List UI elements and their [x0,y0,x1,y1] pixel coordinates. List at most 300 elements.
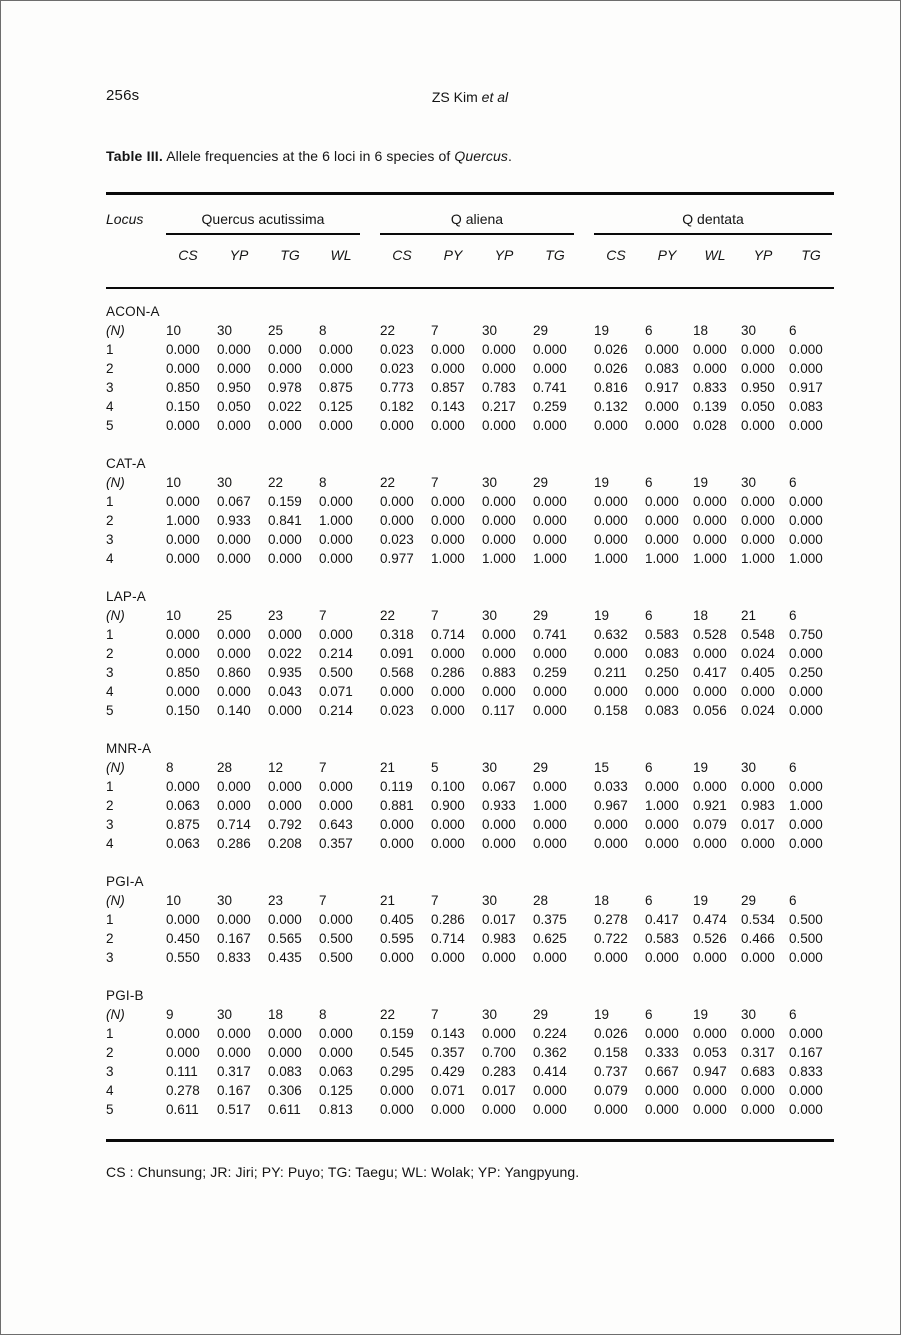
frequency-value: 0.000 [645,779,679,794]
frequency-value: 0.000 [741,1026,775,1041]
frequency-value: 0.737 [594,1064,628,1079]
frequency-value: 0.526 [693,931,727,946]
frequency-value: 0.000 [533,342,567,357]
frequency-value: 0.000 [594,646,628,661]
allele-frequency-row [106,834,834,853]
frequency-value: 0.000 [693,950,727,965]
sample-size-value: 23 [268,893,284,908]
frequency-value: 0.250 [789,665,823,680]
frequency-value: 0.000 [741,950,775,965]
frequency-value: 0.000 [789,342,823,357]
frequency-value: 0.000 [789,532,823,547]
frequency-value: 0.000 [217,627,251,642]
frequency-value: 0.000 [217,646,251,661]
frequency-value: 0.024 [741,646,775,661]
frequency-value: 0.000 [217,798,251,813]
sample-size-value: 30 [482,608,498,623]
frequency-value: 0.000 [789,836,823,851]
allele-number: 4 [106,1083,114,1098]
sample-size-value: 30 [741,475,757,490]
allele-number: 4 [106,684,114,699]
frequency-value: 0.158 [594,703,628,718]
allele-number: 1 [106,1026,114,1041]
frequency-value: 0.150 [166,703,200,718]
frequency-value: 0.125 [319,1083,353,1098]
frequency-value: 0.139 [693,399,727,414]
frequency-value: 0.143 [431,1026,465,1041]
locus-name: PGI-B [106,988,144,1003]
frequency-value: 0.000 [533,950,567,965]
allele-number: 3 [106,532,114,547]
frequency-value: 0.977 [380,551,414,566]
frequency-value: 0.357 [319,836,353,851]
sample-size-value: 7 [431,323,439,338]
frequency-value: 0.056 [693,703,727,718]
sample-size-value: 18 [594,893,610,908]
frequency-value: 0.333 [645,1045,679,1060]
frequency-value: 0.947 [693,1064,727,1079]
frequency-value: 0.000 [645,1083,679,1098]
frequency-value: 0.000 [741,779,775,794]
frequency-value: 0.000 [482,627,516,642]
frequency-value: 0.000 [533,418,567,433]
frequency-value: 0.158 [594,1045,628,1060]
running-head-authors: ZS Kim [431,89,482,105]
frequency-value: 0.714 [431,627,465,642]
group-name-q-aliena: Q aliena [380,211,574,235]
frequency-value: 0.000 [741,836,775,851]
frequency-value: 0.000 [431,494,465,509]
frequency-value: 0.000 [431,361,465,376]
frequency-value: 0.000 [645,684,679,699]
sample-size-value: 30 [741,760,757,775]
allele-frequency-row [106,777,834,796]
frequency-value: 0.741 [533,627,567,642]
allele-frequency-row [106,663,834,682]
sample-size-label: (N) [106,893,125,908]
frequency-value: 0.150 [166,399,200,414]
frequency-value: 0.000 [380,817,414,832]
allele-number: 4 [106,551,114,566]
frequency-value: 0.000 [431,703,465,718]
sample-size-value: 7 [319,760,327,775]
frequency-value: 0.117 [482,703,515,718]
frequency-value: 0.375 [533,912,567,927]
frequency-value: 0.125 [319,399,353,414]
frequency-value: 0.750 [789,627,823,642]
frequency-value: 0.000 [594,532,628,547]
frequency-value: 0.000 [431,342,465,357]
sample-size-value: 30 [217,893,233,908]
frequency-value: 0.000 [319,551,353,566]
frequency-value: 0.000 [645,1102,679,1117]
frequency-value: 0.917 [645,380,679,395]
allele-number: 1 [106,627,114,642]
frequency-value: 0.286 [431,665,465,680]
frequency-value: 0.000 [217,1045,251,1060]
frequency-value: 0.083 [645,646,679,661]
frequency-value: 0.278 [594,912,628,927]
frequency-value: 0.000 [380,1083,414,1098]
frequency-value: 0.000 [217,551,251,566]
sample-size-value: 28 [217,760,233,775]
frequency-value: 0.100 [431,779,465,794]
frequency-value: 0.550 [166,950,200,965]
population-column-header-tg: TG [545,247,565,263]
locus-section-cat-a [106,454,834,568]
frequency-value: 0.000 [693,646,727,661]
frequency-value: 0.000 [741,532,775,547]
allele-number: 3 [106,1064,114,1079]
frequency-value: 0.000 [431,513,465,528]
frequency-value: 0.773 [380,380,414,395]
allele-number: 3 [106,950,114,965]
frequency-value: 0.000 [482,494,516,509]
allele-frequency-row [106,530,834,549]
allele-number: 2 [106,646,114,661]
frequency-value: 0.000 [166,1045,200,1060]
allele-number: 1 [106,912,114,927]
table-caption-label: Table III. [106,148,163,164]
frequency-value: 0.132 [594,399,628,414]
frequency-value: 0.000 [482,836,516,851]
frequency-value: 0.000 [594,950,628,965]
frequency-value: 0.435 [268,950,302,965]
locus-section-mnr-a [106,739,834,853]
frequency-value: 0.000 [789,646,823,661]
frequency-value: 0.295 [380,1064,414,1079]
locus-name: MNR-A [106,741,152,756]
frequency-value: 0.000 [268,798,302,813]
frequency-value: 0.700 [482,1045,516,1060]
sample-size-value: 29 [741,893,757,908]
frequency-value: 0.000 [319,798,353,813]
frequency-value: 0.214 [319,646,353,661]
frequency-value: 0.000 [380,513,414,528]
frequency-value: 0.111 [166,1064,198,1079]
sample-size-value: 6 [789,893,797,908]
population-column-header-cs: CS [178,247,198,263]
frequency-value: 0.023 [380,342,414,357]
sample-size-value: 10 [166,608,182,623]
frequency-value: 0.417 [693,665,727,680]
group-quercus-acutissima [166,211,380,235]
frequency-value: 0.000 [217,361,251,376]
population-column-header-yp: YP [753,247,773,263]
frequency-value: 0.000 [741,418,775,433]
sample-size-label: (N) [106,608,125,623]
frequency-value: 0.000 [319,418,353,433]
population-column-header-tg: TG [280,247,300,263]
sample-size-row [106,321,834,340]
sample-size-value: 19 [594,1007,610,1022]
frequency-value: 0.000 [431,646,465,661]
sample-size-value: 6 [789,1007,797,1022]
frequency-value: 0.023 [380,532,414,547]
frequency-value: 0.000 [166,779,200,794]
frequency-value: 0.000 [217,779,251,794]
frequency-value: 0.813 [319,1102,353,1117]
allele-frequency-row [106,929,834,948]
frequency-value: 0.000 [533,817,567,832]
locus-section-pgi-a [106,872,834,967]
frequency-value: 0.632 [594,627,628,642]
frequency-value: 0.000 [693,836,727,851]
sample-size-value: 9 [166,1007,174,1022]
sample-size-value: 22 [380,1007,396,1022]
frequency-value: 0.000 [645,342,679,357]
frequency-value: 0.000 [166,494,200,509]
sample-size-value: 6 [645,760,653,775]
frequency-value: 0.000 [693,1083,727,1098]
allele-number: 5 [106,703,114,718]
sample-size-value: 30 [482,323,498,338]
frequency-value: 0.000 [741,1083,775,1098]
frequency-value: 0.000 [482,950,516,965]
frequency-value: 0.063 [319,1064,353,1079]
frequency-value: 0.208 [268,836,302,851]
allele-number: 2 [106,931,114,946]
frequency-value: 0.000 [217,418,251,433]
locus-name: ACON-A [106,304,160,319]
frequency-value: 0.000 [166,646,200,661]
frequency-value: 0.000 [533,703,567,718]
sample-size-value: 7 [431,475,439,490]
frequency-value: 0.000 [319,532,353,547]
frequency-value: 0.000 [693,532,727,547]
group-q-aliena [380,211,594,235]
frequency-value: 0.565 [268,931,302,946]
frequency-value: 1.000 [741,551,775,566]
population-column-header-yp: YP [494,247,514,263]
frequency-value: 0.000 [268,1026,302,1041]
frequency-value: 0.000 [789,418,823,433]
frequency-value: 0.017 [741,817,775,832]
frequency-value: 0.024 [741,703,775,718]
sample-size-value: 8 [166,760,174,775]
frequency-value: 0.250 [645,665,679,680]
frequency-value: 0.500 [789,931,823,946]
frequency-value: 0.000 [268,1045,302,1060]
frequency-value: 0.050 [217,399,251,414]
page-header [106,87,834,105]
frequency-value: 0.000 [166,912,200,927]
frequency-value: 0.545 [380,1045,414,1060]
frequency-value: 0.043 [268,684,302,699]
frequency-value: 0.534 [741,912,775,927]
allele-number: 2 [106,798,114,813]
frequency-value: 0.000 [594,684,628,699]
frequency-value: 0.417 [645,912,679,927]
frequency-value: 0.000 [741,513,775,528]
frequency-value: 0.317 [217,1064,251,1079]
frequency-value: 1.000 [482,551,516,566]
frequency-value: 0.000 [693,513,727,528]
table-body [106,287,834,1142]
sample-size-value: 19 [594,323,610,338]
locus-column-header: Locus [106,211,144,227]
sample-size-value: 30 [741,1007,757,1022]
frequency-value: 0.625 [533,931,567,946]
sample-size-value: 29 [533,1007,549,1022]
allele-frequency-row [106,397,834,416]
sample-size-value: 19 [693,1007,709,1022]
allele-number: 3 [106,380,114,395]
frequency-value: 0.000 [319,912,353,927]
allele-frequency-row [106,1100,834,1119]
frequency-value: 0.023 [380,703,414,718]
frequency-value: 0.357 [431,1045,465,1060]
sample-size-label: (N) [106,1007,125,1022]
population-column-header-cs: CS [392,247,412,263]
frequency-value: 0.714 [431,931,465,946]
frequency-value: 0.000 [482,418,516,433]
frequency-value: 0.000 [380,836,414,851]
frequency-value: 0.214 [319,703,353,718]
frequency-value: 0.259 [533,399,567,414]
sample-size-value: 30 [482,1007,498,1022]
frequency-value: 1.000 [789,798,823,813]
sample-size-value: 7 [431,1007,439,1022]
frequency-value: 0.568 [380,665,414,680]
frequency-value: 0.000 [166,532,200,547]
frequency-value: 0.000 [594,494,628,509]
allele-number: 5 [106,1102,114,1117]
sample-size-row [106,473,834,492]
frequency-value: 0.182 [380,399,414,414]
frequency-value: 0.000 [431,418,465,433]
frequency-value: 0.967 [594,798,628,813]
running-head-etal: et al [481,89,509,105]
frequency-value: 0.000 [319,1045,353,1060]
frequency-value: 0.921 [693,798,727,813]
frequency-value: 0.900 [431,798,465,813]
frequency-value: 1.000 [789,551,823,566]
frequency-value: 0.722 [594,931,628,946]
frequency-value: 0.000 [594,513,628,528]
frequency-value: 0.000 [693,494,727,509]
frequency-value: 0.583 [645,627,679,642]
frequency-value: 0.000 [693,1102,727,1117]
sample-size-value: 30 [482,760,498,775]
sample-size-value: 25 [268,323,284,338]
frequency-value: 0.000 [533,684,567,699]
frequency-value: 0.000 [380,494,414,509]
sample-size-value: 7 [319,608,327,623]
frequency-value: 0.000 [431,684,465,699]
frequency-value: 0.000 [319,627,353,642]
frequency-value: 0.259 [533,665,567,680]
sample-size-value: 6 [789,760,797,775]
allele-frequency-row [106,910,834,929]
frequency-value: 1.000 [319,513,353,528]
sample-size-value: 7 [431,608,439,623]
frequency-value: 0.083 [789,399,823,414]
frequency-value: 0.000 [645,494,679,509]
frequency-value: 0.167 [217,931,251,946]
frequency-value: 0.000 [380,950,414,965]
group-name-q-dentata: Q dentata [594,211,832,235]
frequency-value: 0.405 [741,665,775,680]
table-caption-species: Quercus [454,148,509,164]
frequency-value: 0.000 [268,912,302,927]
frequency-value: 0.978 [268,380,302,395]
frequency-value: 0.857 [431,380,465,395]
frequency-value: 0.000 [217,1026,251,1041]
frequency-value: 0.833 [789,1064,823,1079]
sample-size-value: 7 [431,893,439,908]
sample-size-value: 22 [380,323,396,338]
sample-size-value: 29 [533,475,549,490]
allele-frequency-row [106,701,834,720]
sample-size-value: 30 [741,323,757,338]
frequency-value: 0.500 [319,950,353,965]
frequency-value: 0.000 [741,342,775,357]
sample-size-row [106,606,834,625]
frequency-value: 0.000 [533,513,567,528]
sample-size-value: 29 [533,323,549,338]
sample-size-value: 22 [380,608,396,623]
allele-number: 3 [106,665,114,680]
frequency-value: 0.000 [217,912,251,927]
sample-size-value: 22 [380,475,396,490]
frequency-value: 0.860 [217,665,251,680]
frequency-value: 0.000 [533,1083,567,1098]
sample-size-value: 10 [166,475,182,490]
frequency-value: 1.000 [594,551,628,566]
frequency-value: 0.167 [789,1045,823,1060]
frequency-value: 0.917 [789,380,823,395]
sample-size-value: 6 [645,608,653,623]
frequency-value: 0.000 [645,399,679,414]
frequency-value: 0.000 [482,684,516,699]
frequency-value: 0.286 [431,912,465,927]
frequency-value: 0.278 [166,1083,200,1098]
frequency-value: 0.000 [693,342,727,357]
frequency-value: 0.000 [380,684,414,699]
frequency-value: 0.000 [789,494,823,509]
running-head [106,89,834,105]
sample-size-value: 30 [482,475,498,490]
allele-frequency-row [106,682,834,701]
frequency-value: 0.833 [693,380,727,395]
frequency-value: 0.783 [482,380,516,395]
sample-size-value: 8 [319,323,327,338]
locus-column-spacer [106,247,166,263]
sample-size-value: 19 [594,475,610,490]
frequency-value: 0.683 [741,1064,775,1079]
frequency-value: 0.875 [166,817,200,832]
frequency-value: 0.000 [645,817,679,832]
sample-size-value: 7 [319,893,327,908]
sample-size-value: 29 [533,760,549,775]
frequency-value: 0.881 [380,798,414,813]
frequency-value: 0.306 [268,1083,302,1098]
locus-name: PGI-A [106,874,144,889]
frequency-value: 1.000 [431,551,465,566]
frequency-value: 0.033 [594,779,628,794]
group-q-dentata [594,211,834,235]
frequency-value: 0.000 [482,646,516,661]
species-group-row [106,195,834,235]
sample-size-value: 18 [268,1007,284,1022]
frequency-value: 0.079 [693,817,727,832]
frequency-value: 0.000 [594,418,628,433]
frequency-value: 0.000 [380,418,414,433]
frequency-value: 0.286 [217,836,251,851]
frequency-value: 0.000 [166,418,200,433]
sample-size-value: 30 [217,475,233,490]
